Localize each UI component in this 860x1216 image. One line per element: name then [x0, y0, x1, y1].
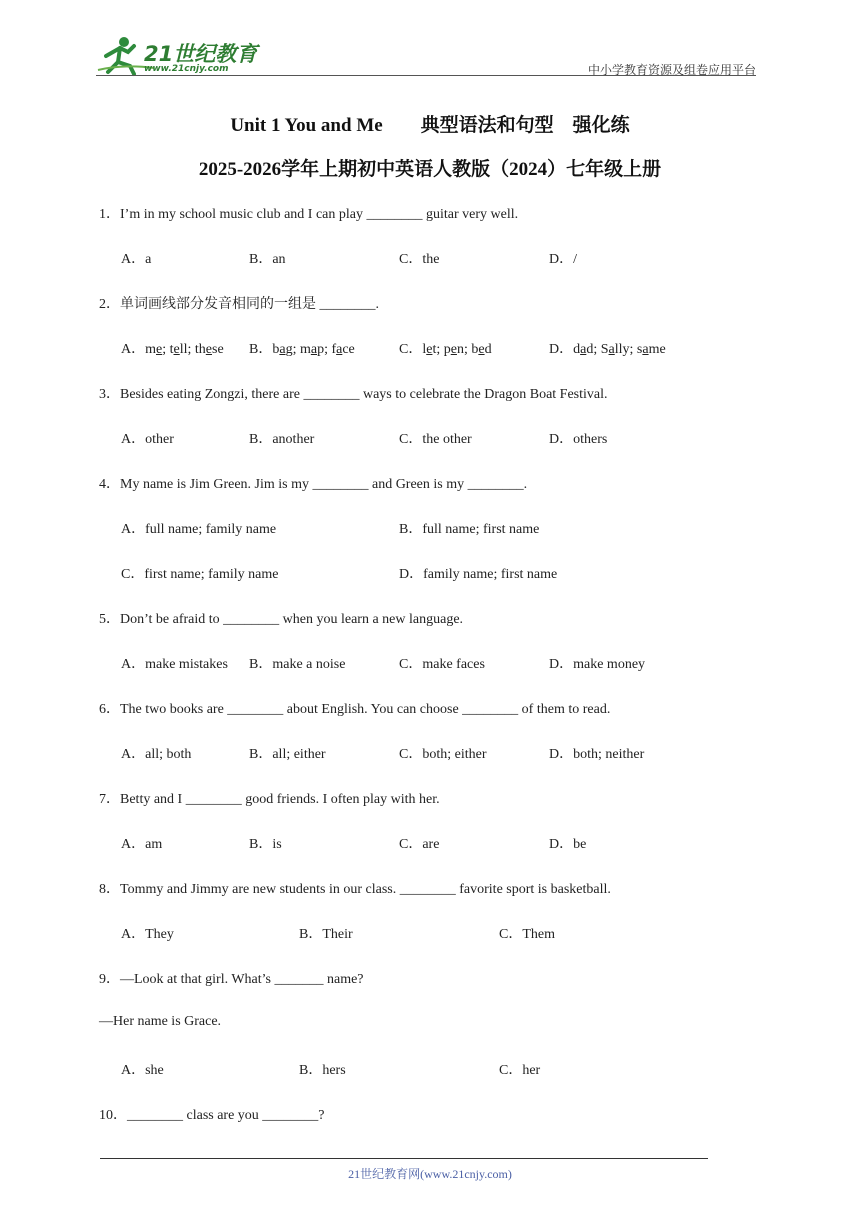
question-2: 2．单词画线部分发音相同的一组是 ________.	[99, 297, 379, 312]
option-text: t; p	[432, 342, 451, 357]
q4-option-d[interactable]: D．family name; first name	[399, 567, 558, 582]
header-platform-text: 中小学教育资源及组卷应用平台	[587, 63, 756, 77]
underlined-letter: e	[478, 342, 485, 357]
question-3: 3．Besides eating Zongzi, there are ________ ways to celebrate the Dragon Boat Festival.	[99, 387, 608, 402]
option-text: me	[648, 342, 666, 357]
logo-text: 21世纪教育	[144, 42, 258, 66]
option-text: ll; th	[179, 342, 206, 357]
underlined-letter: e	[426, 342, 433, 357]
option-label: C．	[399, 342, 423, 357]
logo	[94, 34, 256, 78]
q5-option-d[interactable]: D．make money	[549, 657, 646, 672]
underlined-letter: e	[173, 342, 180, 357]
q3-option-a[interactable]: A．other	[121, 432, 174, 447]
q6-option-d[interactable]: D．both; neither	[549, 747, 645, 762]
q5-option-c[interactable]: C．make faces	[399, 657, 485, 672]
q2-option-a[interactable]	[121, 338, 224, 358]
q1-option-c[interactable]: C．the	[399, 252, 440, 267]
question-9-reply: —Her name is Grace.	[99, 1014, 222, 1029]
q1-option-a[interactable]: A．a	[121, 252, 152, 267]
q9-option-c[interactable]: C．her	[499, 1063, 541, 1078]
option-text: l	[422, 342, 427, 357]
option-label: B．	[249, 342, 273, 357]
q4-option-b[interactable]: B．full name; first name	[399, 522, 540, 537]
footer-text: 21世纪教育网(www.21cnjy.com)	[348, 1167, 512, 1181]
underlined-letter: a	[336, 342, 343, 357]
q4-option-c[interactable]: C．first name; family name	[121, 567, 279, 582]
q3-option-b[interactable]: B．another	[249, 432, 315, 447]
q4-option-a[interactable]: A．full name; family name	[121, 522, 277, 537]
page-subtitle: 2025-2026学年上期初中英语人教版（2024）七年级上册	[198, 159, 662, 180]
question-10: 10．________ class are you ________?	[99, 1108, 325, 1123]
question-9: 9．—Look at that girl. What’s _______ name?	[99, 972, 364, 987]
q6-option-a[interactable]: A．all; both	[121, 747, 192, 762]
q1-option-b[interactable]: B．an	[249, 252, 286, 267]
q7-option-d[interactable]: D．be	[549, 837, 587, 852]
option-label: A．	[121, 342, 146, 357]
q5-option-a[interactable]: A．make mistakes	[121, 657, 228, 672]
option-text: d; S	[586, 342, 609, 357]
q2-option-b[interactable]	[249, 338, 355, 358]
question-4: 4．My name is Jim Green. Jim is my ________ and Green is my ________.	[99, 477, 528, 492]
q8-option-b[interactable]: B．Their	[299, 927, 353, 942]
q5-option-b[interactable]: B．make a noise	[249, 657, 346, 672]
q9-option-a[interactable]: A．she	[121, 1063, 164, 1078]
q7-option-c[interactable]: C．are	[399, 837, 440, 852]
underlined-letter: e	[205, 342, 213, 357]
question-5: 5．Don’t be afraid to ________ when you learn a new language.	[99, 612, 464, 627]
option-text: b	[272, 342, 280, 357]
q9-option-b[interactable]: B．hers	[299, 1063, 346, 1078]
option-text: n; b	[456, 342, 479, 357]
q6-option-c[interactable]: C．both; either	[399, 747, 487, 762]
footer-divider	[100, 1158, 708, 1159]
underlined-letter: a	[608, 342, 615, 357]
question-8: 8．Tommy and Jimmy are new students in our class. ________ favorite sport is basketball.	[99, 882, 611, 897]
option-text: se	[212, 342, 224, 357]
option-text: d	[484, 342, 492, 357]
q8-option-c[interactable]: C．Them	[499, 927, 555, 942]
option-text: lly; s	[614, 342, 643, 357]
q1-option-d[interactable]: D．/	[549, 252, 577, 267]
option-text: d	[573, 342, 581, 357]
logo-url: www.21cnjy.com	[144, 64, 229, 74]
q2-option-d[interactable]	[549, 338, 666, 358]
q3-option-d[interactable]: D．others	[549, 432, 608, 447]
underlined-letter: a	[580, 342, 587, 357]
underlined-letter: a	[642, 342, 649, 357]
option-label: D．	[549, 342, 574, 357]
q7-option-b[interactable]: B．is	[249, 837, 282, 852]
underlined-letter: a	[310, 342, 318, 357]
question-7: 7．Betty and I ________ good friends. I often play with her.	[99, 792, 440, 807]
option-text: g; m	[285, 342, 311, 357]
option-text: m	[145, 342, 157, 357]
option-text: ce	[342, 342, 355, 357]
q8-option-a[interactable]: A．They	[121, 927, 174, 942]
question-1: 1．I’m in my school music club and I can play ________ guitar very well.	[99, 207, 519, 222]
option-text: p; f	[317, 342, 337, 357]
q2-option-c[interactable]	[399, 338, 492, 358]
underlined-letter: e	[450, 342, 457, 357]
header-divider	[96, 75, 756, 76]
page-title: Unit 1 You and Me 典型语法和句型 强化练	[230, 115, 630, 136]
option-text: ; t	[162, 342, 174, 357]
q3-option-c[interactable]: C．the other	[399, 432, 472, 447]
underlined-letter: a	[279, 342, 286, 357]
q7-option-a[interactable]: A．am	[121, 837, 163, 852]
underlined-letter: e	[156, 342, 163, 357]
q6-option-b[interactable]: B．all; either	[249, 747, 326, 762]
question-6: 6．The two books are ________ about English. You can choose ________ of them to read.	[99, 702, 611, 717]
